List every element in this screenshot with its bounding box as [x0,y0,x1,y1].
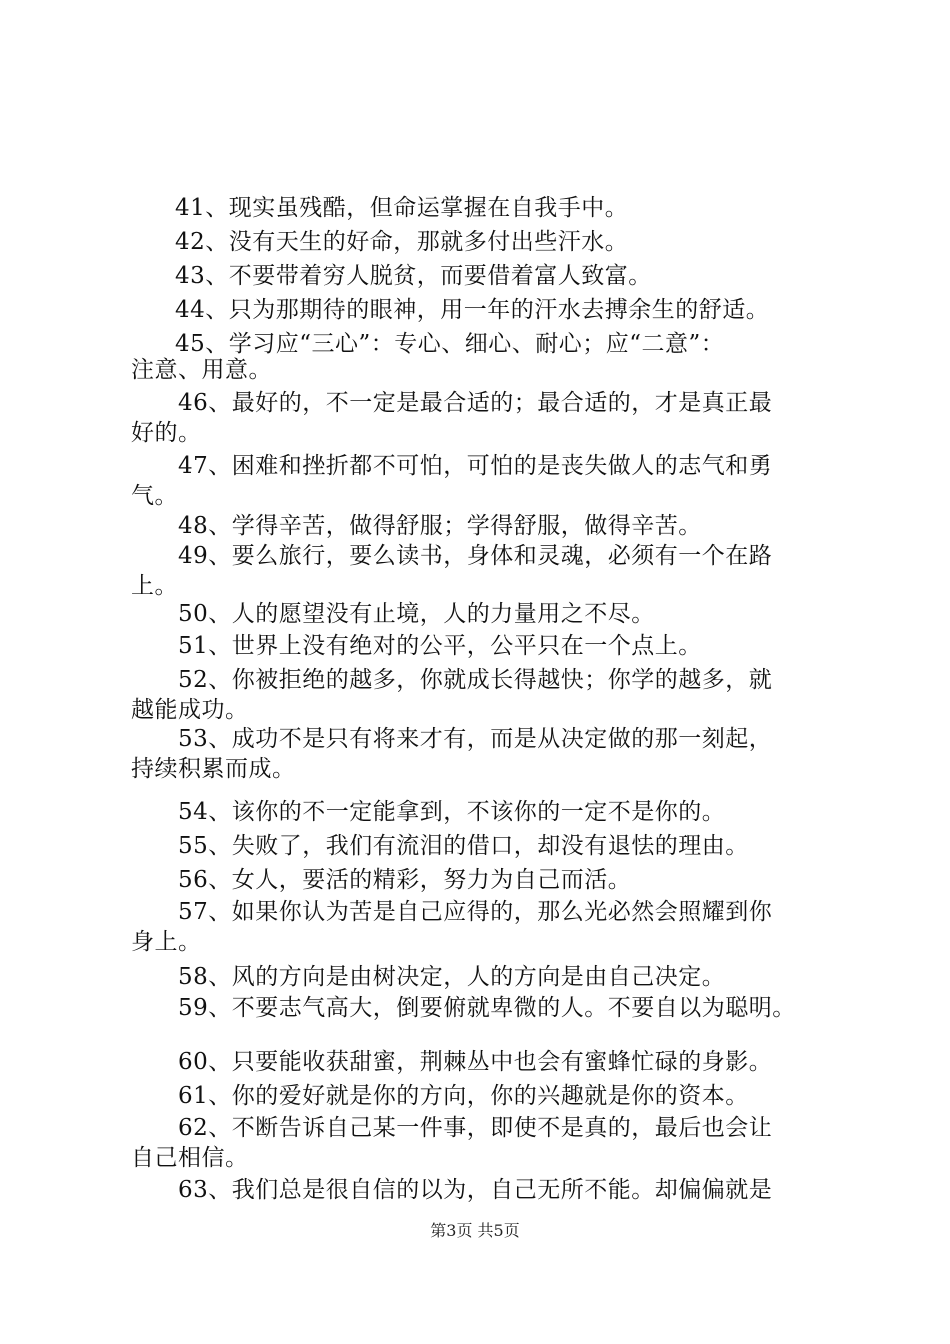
text-line: 57、如果你认为苦是自己应得的，那么光必然会照耀到你 [178,899,773,925]
text-line: 身上。 [131,929,202,955]
text-line: 52、你被拒绝的越多，你就成长得越快；你学的越多，就 [178,667,773,693]
text-line: 53、成功不是只有将来才有，而是从决定做的那一刻起， [178,726,773,752]
text-line: 58、风的方向是由树决定，人的方向是由自己决定。 [178,964,726,990]
text-line: 49、要么旅行，要么读书，身体和灵魂，必须有一个在路 [178,543,773,569]
text-line: 气。 [131,483,178,509]
text-line: 61、你的爱好就是你的方向，你的兴趣就是你的资本。 [178,1083,749,1109]
text-line: 56、女人，要活的精彩，努力为自己而活。 [178,867,632,893]
text-line: 越能成功。 [131,697,249,723]
text-line: 好的。 [131,420,202,446]
text-line: 41、现实虽残酷，但命运掌握在自我手中。 [175,195,629,221]
text-line: 59、不要志气高大，倒要俯就卑微的人。不要自以为聪明。 [178,995,796,1021]
text-line: 42、没有天生的好命，那就多付出些汗水。 [175,229,629,255]
text-line: 55、失败了，我们有流泪的借口，却没有退怯的理由。 [178,833,749,859]
page-footer: 第3页 共5页 [430,1221,520,1240]
text-line: 注意、用意。 [131,357,272,383]
text-line: 50、人的愿望没有止境，人的力量用之不尽。 [178,601,655,627]
text-line: 54、该你的不一定能拿到，不该你的一定不是你的。 [178,799,726,825]
text-line: 47、困难和挫折都不可怕，可怕的是丧失做人的志气和勇 [178,453,773,479]
text-line: 51、世界上没有绝对的公平，公平只在一个点上。 [178,633,702,659]
text-line: 46、最好的，不一定是最合适的；最合适的，才是真正最 [178,390,773,416]
text-line: 自己相信。 [131,1145,249,1171]
text-line: 48、学得辛苦，做得舒服；学得舒服，做得辛苦。 [178,513,702,539]
text-line: 60、只要能收获甜蜜，荆棘丛中也会有蜜蜂忙碌的身影。 [178,1049,773,1075]
text-line: 45、学习应“三心”：专心、细心、耐心；应“二意”： [175,331,725,357]
text-line: 43、不要带着穷人脱贫，而要借着富人致富。 [175,263,652,289]
text-line: 上。 [131,573,178,599]
text-line: 持续积累而成。 [131,756,296,782]
text-line: 62、不断告诉自己某一件事，即使不是真的，最后也会让 [178,1115,773,1141]
text-line: 63、我们总是很自信的以为，自己无所不能。却偏偏就是 [178,1177,773,1203]
text-line: 44、只为那期待的眼神，用一年的汗水去搏余生的舒适。 [175,297,770,323]
